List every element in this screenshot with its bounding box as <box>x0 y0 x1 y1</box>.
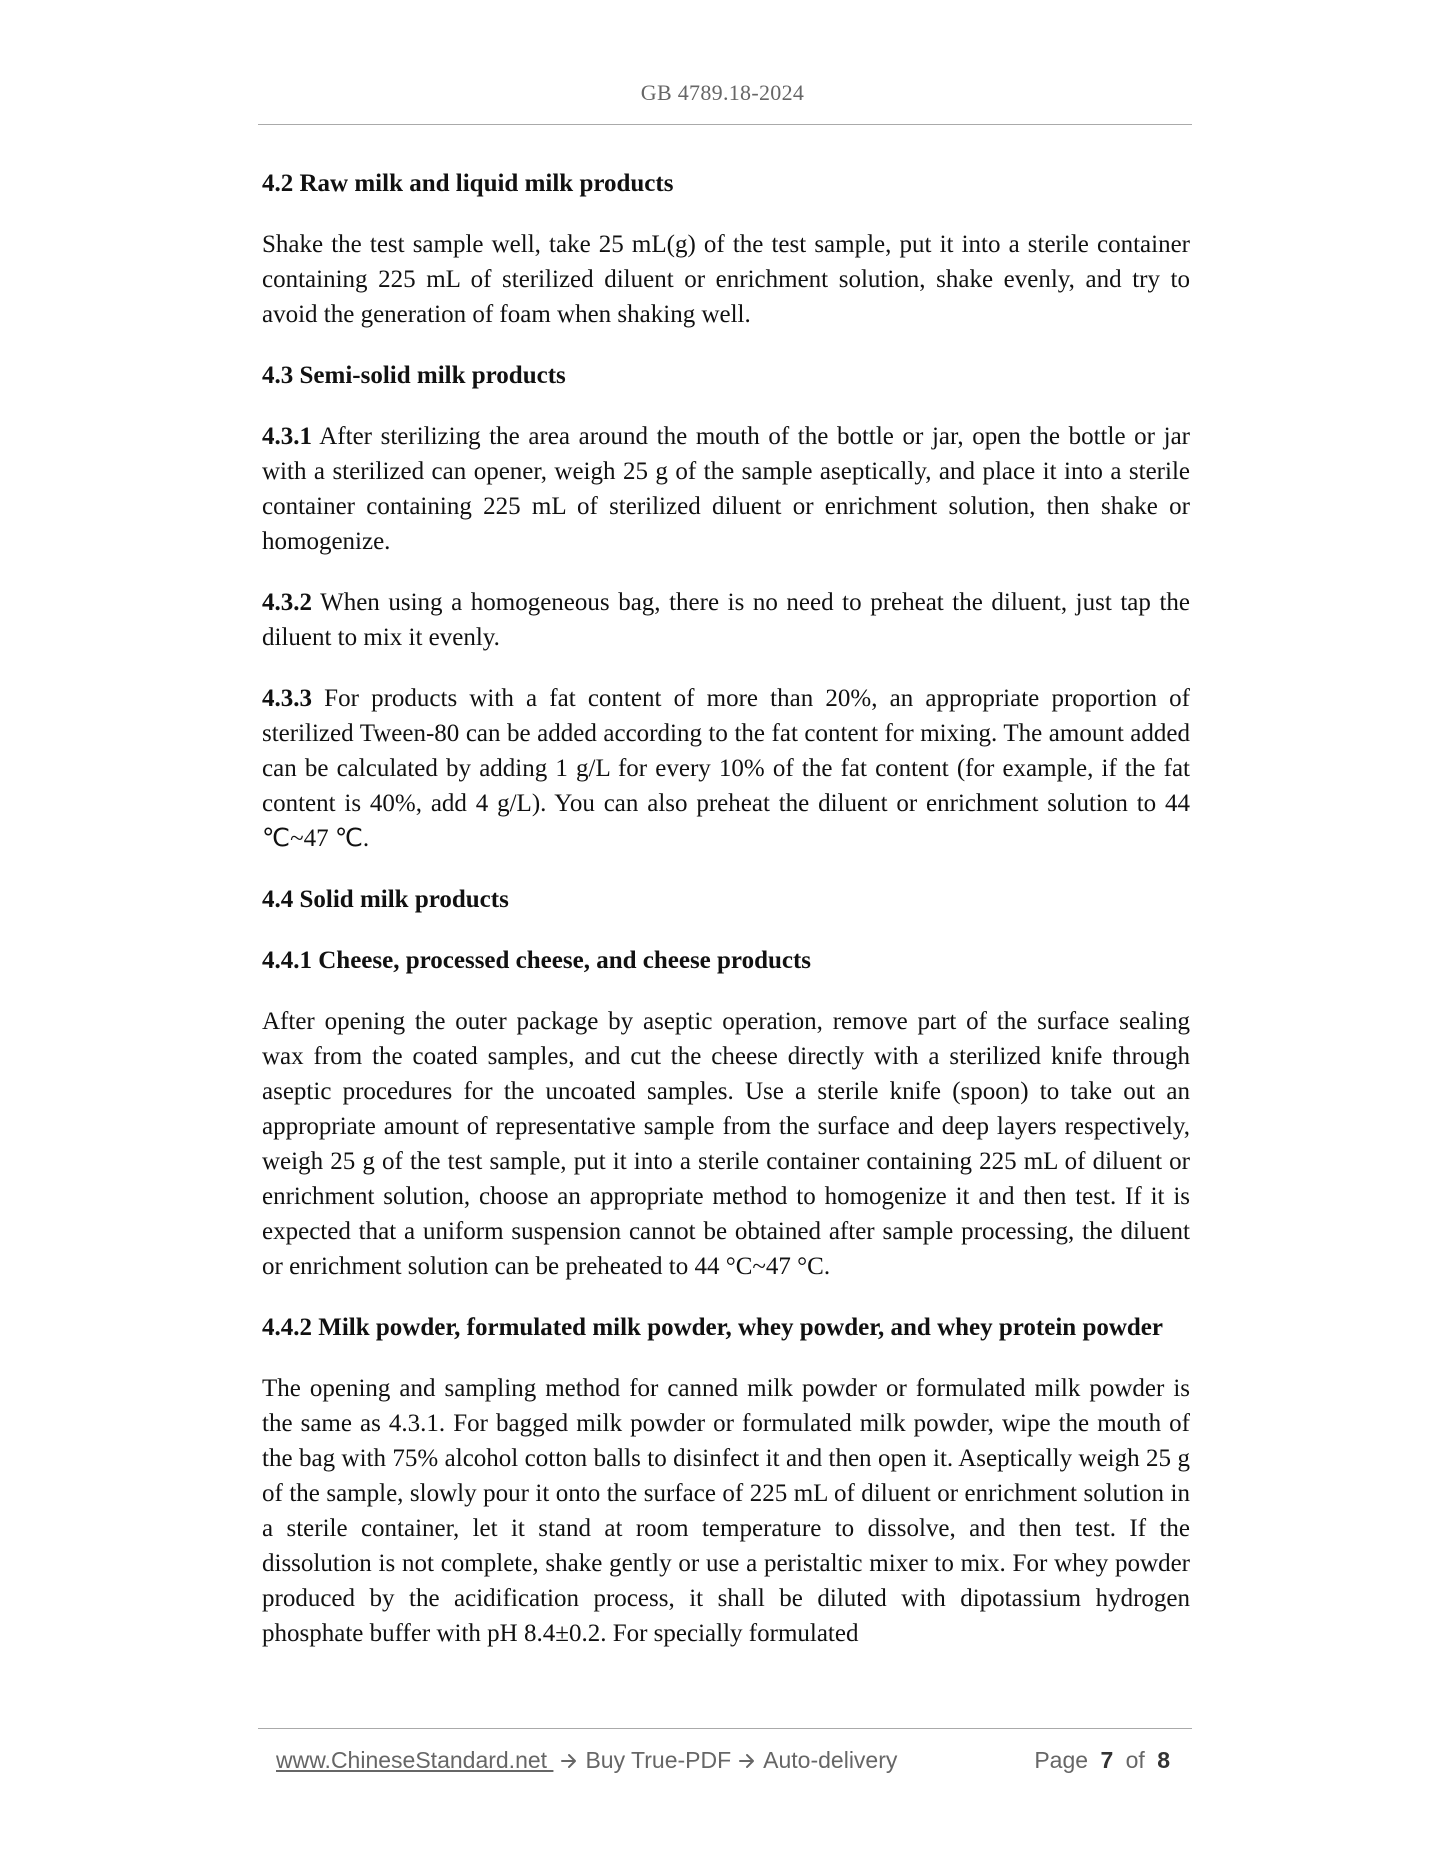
section-4-4-2-body: The opening and sampling method for canned milk powder or formulated milk powder is the same as 4.3.1. For bagged milk powder or formulated milk powder, wipe the mouth of the bag with 75% alcohol cotton balls to disinfect it and then open it. Aseptically weigh 25 g of the sample, slowly pour it onto the surface of 225 mL of diluent or enrichment solution in a sterile container, let it stand at room temperature to dissolve, and then test. If the dissolution is not complete, shake gently or use a peristaltic mixer to mix. For whey powder produced by the acidification process, it shall be diluted with dipotassium hydrogen phosphate buffer with pH 8.4±0.2. For specially formulated <box>262 1375 1190 1647</box>
clause-4-3-3-text: For products with a fat content of more than 20%, an appropriate proportion of sterilized Tween-80 can be added according to the fat content for mixing. The amount added can be calculated by adding 1 g/L for every 10% of the fat content (for example, if the fat content is 40%, add 4 g/L). You can also preheat the diluent or enrichment solution to 44 ℃~47 ℃. <box>262 685 1190 852</box>
page-of-label: of <box>1125 1747 1145 1773</box>
page-label: Page <box>1034 1747 1089 1773</box>
clause-4-3-3 <box>262 681 1190 856</box>
clause-4-3-2-number: 4.3.2 <box>262 589 312 616</box>
section-4-4-heading: 4.4 Solid milk products <box>262 886 509 913</box>
page-footer <box>276 1747 1176 1779</box>
page-total: 8 <box>1157 1747 1170 1773</box>
clause-4-3-2-text: When using a homogeneous bag, there is no need to preheat the diluent, just tap the diluent to mix it evenly. <box>262 589 1190 651</box>
section-4-4-1-heading: 4.4.1 Cheese, processed cheese, and cheese products <box>262 947 812 974</box>
auto-delivery-text: Auto-delivery <box>763 1747 898 1773</box>
page-content <box>262 166 1190 1677</box>
section-4-3-heading: 4.3 Semi-solid milk products <box>262 362 566 389</box>
clause-4-3-1 <box>262 419 1190 559</box>
section-4-4-1-body: After opening the outer package by aseptic operation, remove part of the surface sealing wax from the coated samples, and cut the cheese directly with a sterilized knife through aseptic procedures for the uncoated samples. Use a sterile knife (spoon) to take out an appropriate amount of representative sample from the surface and deep layers respectively, weigh 25 g of the test sample, put it into a sterile container containing 225 mL of diluent or enrichment solution, choose an appropriate method to homogenize it and then test. If it is expected that a uniform suspension cannot be obtained after sample processing, the diluent or enrichment solution can be preheated to 44 °C~47 °C. <box>262 1008 1190 1280</box>
section-4-4-2-heading: 4.4.2 Milk powder, formulated milk powder, whey powder, and whey protein powder <box>262 1314 1164 1341</box>
page-current: 7 <box>1100 1747 1114 1773</box>
footer-divider <box>258 1728 1192 1729</box>
right-arrow-icon <box>559 1751 579 1771</box>
document-code-header: GB 4789.18-2024 <box>640 80 805 105</box>
section-4-2-body: Shake the test sample well, take 25 mL(g) of the test sample, put it into a sterile container containing 225 mL of sterilized diluent or enrichment solution, shake evenly, and try to avoid the generation of foam when shaking well. <box>262 231 1190 328</box>
site-link[interactable]: www.ChineseStandard.net <box>276 1747 554 1773</box>
footer-promo <box>276 1747 897 1774</box>
section-4-2-heading: 4.2 Raw milk and liquid milk products <box>262 170 674 197</box>
right-arrow-icon <box>737 1751 757 1771</box>
clause-4-3-2 <box>262 585 1190 655</box>
clause-4-3-1-number: 4.3.1 <box>262 423 312 450</box>
clause-4-3-1-text: After sterilizing the area around the mouth of the bottle or jar, open the bottle or jar with a sterilized can opener, weigh 25 g of the sample aseptically, and place it into a sterile container containing 225 mL of sterilized diluent or enrichment solution, then shake or homogenize. <box>262 423 1190 555</box>
header-divider <box>258 124 1192 125</box>
buy-true-pdf-text: Buy True-PDF <box>585 1747 732 1773</box>
clause-4-3-3-number: 4.3.3 <box>262 685 312 712</box>
page-number <box>1034 1747 1176 1774</box>
